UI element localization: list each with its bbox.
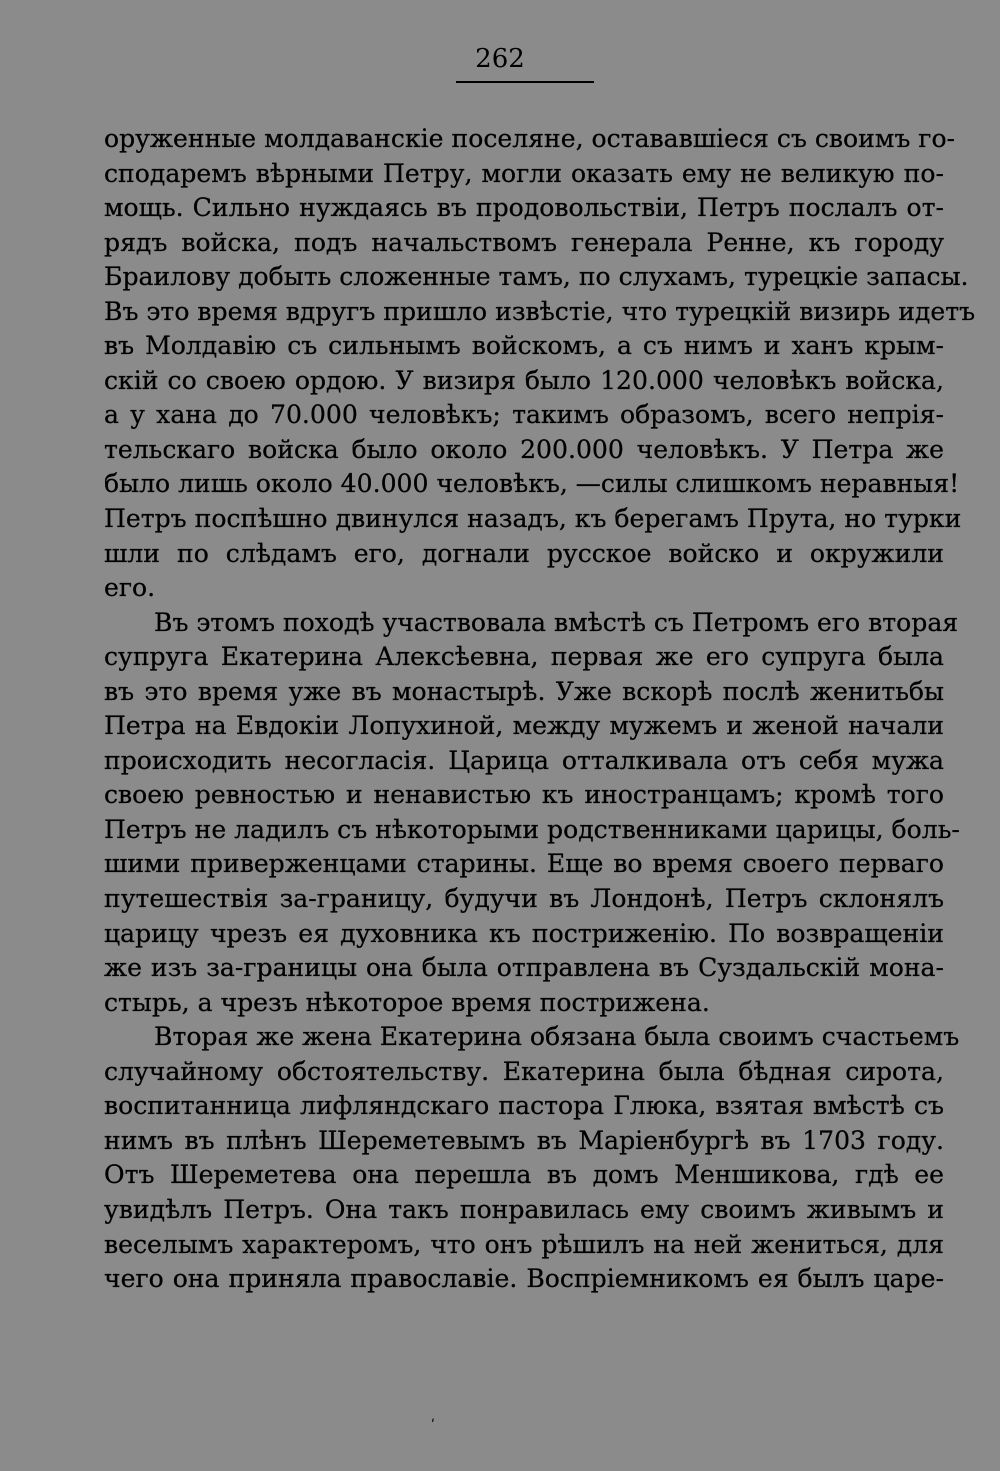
text-line: чего она приняла православіе. Воспріемникомъ ея былъ царе- [104, 1264, 944, 1294]
header-rule [456, 81, 594, 83]
text-line: же изъ за-границы она была отправлена въ Суздальскій мона- [104, 953, 944, 983]
text-line: Вторая же жена Екатерина обязана была своимъ счастьемъ [154, 1022, 960, 1052]
text-line: увидѣлъ Петръ. Она такъ понравилась ему своимъ живымъ и [104, 1194, 944, 1224]
text-line: въ это время уже въ монастырѣ. Уже вскорѣ послѣ женитьбы [104, 676, 944, 706]
text-line: стырь, а чрезъ нѣкоторое время пострижена. [104, 987, 710, 1017]
text-line: царицу чрезъ ея духовника къ постриженію. По возвращеніи [104, 918, 944, 948]
text-line: въ Молдавію съ сильнымъ войскомъ, а съ нимъ и ханъ крым- [104, 331, 944, 361]
text-line: Петра на Евдокіи Лопухиной, между мужемъ и женой начали [104, 711, 944, 741]
text-line: тельскаго войска было около 200.000 человѣкъ. У Петра же [104, 434, 944, 464]
text-line: скій со своею ордою. У визиря было 120.000 человѣкъ войска, [104, 365, 944, 395]
text-line: своею ревностью и ненавистью къ иностранцамъ; кромѣ того [104, 780, 944, 810]
text-line: Петръ не ладилъ съ нѣкоторыми родственниками царицы, боль- [104, 814, 960, 844]
text-line: шли по слѣдамъ его, догнали русское войско и окружили [104, 538, 944, 568]
bottom-mark: ʹ [431, 1418, 435, 1434]
text-line: шими приверженцами старины. Еще во время своего перваго [104, 849, 944, 879]
text-line: рядъ войска, подъ начальствомъ генерала Ренне, къ городу [104, 227, 944, 257]
text-line: а у хана до 70.000 человѣкъ; такимъ образомъ, всего непрія- [104, 400, 944, 430]
text-line: мощь. Сильно нуждаясь въ продовольствіи, Петръ послалъ от- [104, 193, 944, 223]
text-line: путешествія за-границу, будучи въ Лондонѣ, Петръ склонялъ [104, 884, 944, 914]
text-line: Отъ Шереметева она перешла въ домъ Меншикова, гдѣ ее [104, 1160, 944, 1190]
text-line: Петръ поспѣшно двинулся назадъ, къ берегамъ Прута, но турки [104, 504, 962, 534]
text-line: случайному обстоятельству. Екатерина была бѣдная сирота, [104, 1056, 944, 1086]
text-line: супруга Екатерина Алексѣевна, первая же его супруга была [104, 642, 944, 672]
text-line: оруженные молдаванскіе поселяне, остававшіеся съ своимъ го- [104, 124, 956, 153]
page-number: 262 [475, 44, 525, 74]
text-line: его. [104, 573, 156, 603]
text-line: нимъ въ плѣнъ Шереметевымъ въ Маріенбургѣ въ 1703 году. [104, 1125, 944, 1155]
text-line: воспитанница лифляндскаго пастора Глюка, взятая вмѣстѣ съ [104, 1091, 944, 1121]
text-line: было лишь около 40.000 человѣкъ, —силы слишкомъ неравныя! [104, 469, 960, 499]
text-line: Въ это время вдругъ пришло извѣстіе, что турецкій визирь идетъ [104, 296, 976, 326]
text-line: сподаремъ вѣрными Петру, могли оказать ему не великую по- [104, 158, 944, 188]
text-line: происходить несогласія. Царица отталкивала отъ себя мужа [104, 745, 944, 775]
paragraph-3 [104, 1020, 960, 1296]
paragraph-2 [104, 606, 960, 1021]
paragraph-1 [104, 122, 976, 606]
text-line: Браилову добыть сложенные тамъ, по слухамъ, турецкіе запасы. [104, 262, 969, 292]
body-text [104, 122, 976, 1297]
text-line: Въ этомъ походѣ участвовала вмѣстѣ съ Петромъ его вторая [154, 607, 959, 637]
text-line: веселымъ характеромъ, что онъ рѣшилъ на ней жениться, для [104, 1229, 944, 1259]
